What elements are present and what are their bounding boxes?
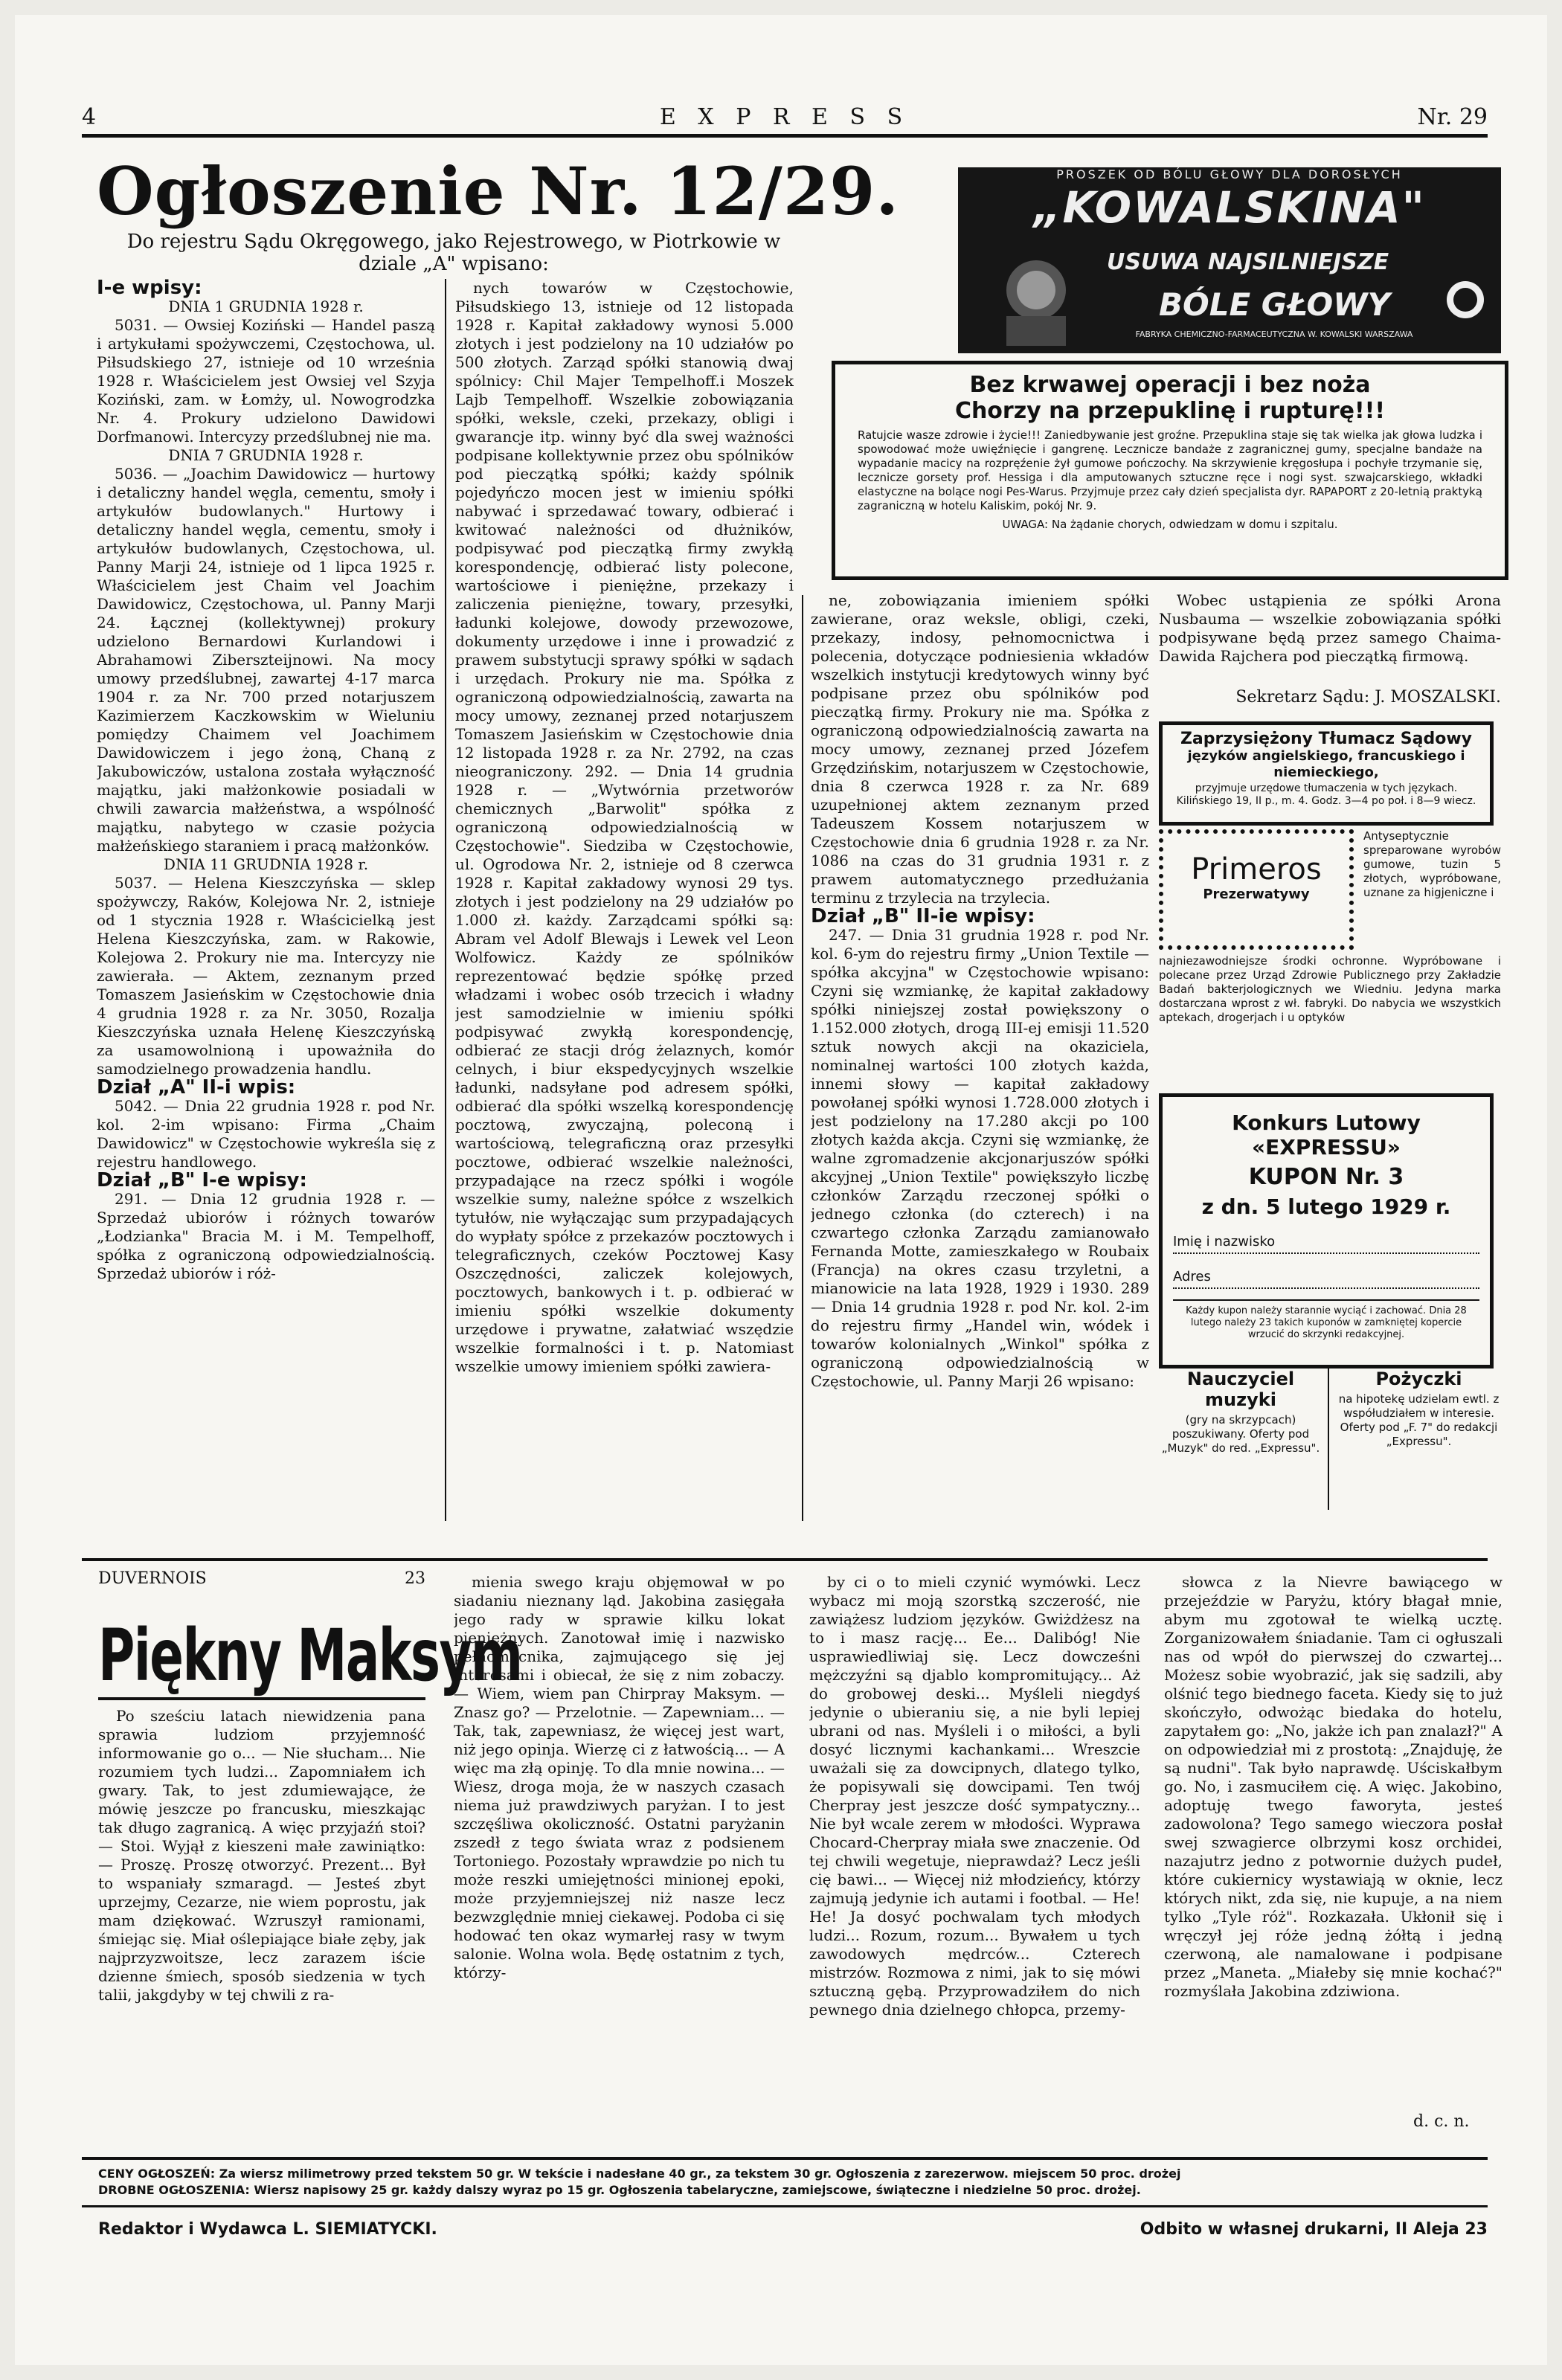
primeros-brand: Primeros <box>1191 852 1322 887</box>
ad-prices <box>98 2166 1504 2199</box>
page-number: 4 <box>82 104 104 130</box>
kowalskina-seal-icon <box>1444 279 1486 321</box>
ad-divider <box>1328 1368 1329 1510</box>
notice-column-3 <box>811 591 1149 1521</box>
serial-column-3 <box>809 1573 1140 2135</box>
serial-column-4 <box>1164 1573 1502 2109</box>
contest-kupon: KUPON Nr. 3 <box>1248 1164 1404 1190</box>
serial-number: 23 <box>405 1569 425 1588</box>
contest-note: Każdy kupon należy starannie wyciąć i zachować. Dnia 28 lutego należy 23 takich kuponów w zamkniętej kopercie wrzucić do skrzynki redakcyjnej. <box>1173 1299 1479 1341</box>
loans-title: Pożyczki <box>1375 1368 1462 1389</box>
serial-header <box>98 1569 425 1588</box>
masthead: E X P R E S S <box>659 104 910 130</box>
loans-body: na hipotekę udzielam ewtl. z współudziałem w interesie. Oferty pod „F. 7" do redakcji „Expressu". <box>1338 1392 1500 1448</box>
newspaper-page <box>15 15 1547 2365</box>
section-heading: I-e wpisy: <box>97 279 202 299</box>
notice-entry: 247. — Dnia 31 grudnia 1928 r. pod Nr. kol. 6-ym do rejestru firmy „Union Textile — spółka akcyjna" w Częstochowie wpisano: Czyni się wzmiankę, że kapitał zakładowy spółki niniejszej został powiększony o 1.152.000 złotych, drogą III-ej emisji 11.520 sztuk nowych akcji na okaziciela, nominalnej wartości 100 złotych każda, innemi słowy — kapitał zakładowy powołanej spółki wynosi 1.728.000 złotych i jest podzielony na 17.280 akcji po 100 złotych każda akcja. Czyni się wzmiankę, że walne zgromadzenie akcjonarjuszów spółki akcyjnej „Union Textile" powiększyło liczbę członków Zarządu rzeczonej spółki o jednego członka (do czterech) i na czwartego członka Zarządu zamianowało Fernanda Motte, zamieszkałego w Roubaix (Francja) na okres czasu trzyletni, a mianowicie na lata 1928, 1929 i 1930. 289 — Dnia 14 grudnia 1928 r. pod Nr. kol. 2-im do rejestru firmy „Handel win, wódek i towarów kolonialnych „Winkol" spółka z ograniczoną odpowiedzialnością w Częstochowie, ul. Panny Marji 26 wpisano: <box>811 926 1149 1390</box>
prices-text: Za wiersz milimetrowy przed tekstem 50 gr. W tekście i nadesłane 40 gr., za tekstem 30 gr. Ogłoszenia z zarezerwow. miejscem 50 proc. drożej <box>219 2167 1181 2181</box>
serial-continued: d. c. n. <box>1413 2112 1470 2131</box>
section-heading: Dział „A" II-i wpis: <box>97 1076 296 1099</box>
notice-entry: Wobec ustąpienia ze spółki Arona Nusbauma — wszelkie zobowiązania spółki podpisywane będą przez samego Chaima-Dawida Rajchera pod pieczątką firmową. <box>1159 591 1501 665</box>
music-teacher-body: (gry na skrzypcach) poszukiwany. Oferty pod „Muzyk" do red. „Expressu". <box>1161 1413 1320 1455</box>
editor-line: Redaktor i Wydawca L. SIEMIATYCKI. <box>98 2220 437 2239</box>
primeros-ad <box>1159 829 1501 1082</box>
coupon-name-field[interactable]: Imię i nazwisko <box>1173 1234 1479 1254</box>
notice-date-heading: DNIA 1 GRUDNIA 1928 r. <box>168 298 364 315</box>
primeros-body: najniezawodniejsze środki ochronne. Wypróbowane i polecane przez Urząd Zdrowie Publicznego przy Zakładzie Badań bakterjologicznych we Wiedniu. Jedyna marka dostarczana wprost z wł. fabryki. Do nabycia we wszystkich aptekach, drogerjach i u optyków <box>1159 954 1501 1024</box>
footer-rule <box>82 2157 1488 2160</box>
serial-title: Piękny Maksym <box>98 1614 522 1697</box>
section-heading: Dział „B" I-e wpisy: <box>97 1169 307 1191</box>
kowalskina-maker: FABRYKA CHEMICZNO-FARMACEUTYCZNA W. KOWALSKI WARSZAWA <box>1135 329 1413 339</box>
printer-line: Odbito w własnej drukarni, II Aleja 23 <box>1140 2220 1488 2239</box>
footer-rule <box>82 2205 1488 2207</box>
translator-ad <box>1159 721 1494 826</box>
small-ads-text: Wiersz napisowy 25 gr. każdy dalszy wyraz po 15 gr. Ogłoszenia tabelaryczne, zamiejscowe, świąteczne i niedzielne 50 proc. drożej. <box>254 2183 1141 2197</box>
loans-ad <box>1335 1368 1502 1517</box>
serial-column-2 <box>454 1573 785 2135</box>
primeros-side: Antyseptycznie spreparowane wyrobów gumowe, tuzin 5 złotych, wypróbowane, uznane za higjeniczne i <box>1363 829 1501 899</box>
header-rule <box>82 134 1488 138</box>
notice-column-4 <box>1159 591 1501 688</box>
notice-entry: 291. — Dnia 12 grudnia 1928 r. — Sprzedaż ubiorów i różnych towarów „Łodzianka" Bracia M. i M. Tempelhoff, spółka z ograniczoną odpowiedzialnością. Sprzedaż ubiorów i róż- <box>97 1190 435 1282</box>
contest-coupon <box>1159 1093 1494 1368</box>
notice-entry: nych towarów w Częstochowie, Piłsudskiego 13, istnieje od 12 listopada 1928 r. Kapitał zakładowy wynosi 5.000 złotych i jest podzielony na 10 udziałów po 500 złotych. Zarząd spółki stanowią dwaj spólnicy: Chil Majer Tempelhoff.i Moszek Lajb Tempelhoff. Wszelkie zobowiązania spółki, weksle, czeki, przekazy, obligi i gwarancje itp. winny być dla swej ważności podpisane kollektywnie przez obu spólników pod pieczątką spółki; każdy spólnik pojedyńczo mocen jest w imieniu spółki nabywać i sprzedawać towary, odbierać i kwitować należności od dłużników, podpisywać pod pieczątką firmy zwykłą korespondencję, odbierać listy polecone, wartościowe i pieniężne, przekazy i zaliczenia pieniężne, towary, przesyłki, ładunki kolejowe, dowody przewozowe, dokumenty urzędowe i inne i prowadzić z prawem substytucji sprawy spółki w sądach i urzędach. Prokury nie ma. Spółka z ograniczoną odpowiedzialnością, zawarta na mocy umowy, zeznanej przed notarjuszem Tomaszem Jasieńskim w Częstochowie dnia 12 listopada 1928 r. za Nr. 2792, na czas nieograniczony. 292. — Dnia 14 grudnia 1928 r. — „Wytwórnia przetworów chemicznych „Barwolit" spółka z ograniczoną odpowiedzialnością w Częstochowie". Siedziba w Częstochowie, ul. Ogrodowa Nr. 2, istnieje od 8 czerwca 1928 r. Kapitał zakładowy wynosi 29 tys. złotych i jest podzielony na 29 udziałów po 1.000 zł. każdy. Zarządcami spółki są: Abram vel Adolf Blewajs i Lewek vel Leon Wolfowicz. Każdy ze spólników reprezentować będzie spółkę przed władzami i wobec osób trzecich i władny jest samodzielnie w imieniu spółki podpisywać zwykłą korespondencję, odbierać ze stacji dróg żelaznych, komór celnych, i biur ekspedycyjnych wszelkie ładunki, nadsyłane pod adresem spółki, odbierać dla spółki wszelką korespondencję pocztową, zwyczajną, poleconą i wartościową, telegraficzną oraz przesyłki pocztowe, odbierać wszelkie należności, przypadające na rzecz spółki i wogóle wszelkie sumy, należne spółce z wszelkich tytułów, nie wyłączając sum przypadających do wypłaty spółce z przekazów pocztowych i telegraficznych, czeków Pocztowej Kasy Oszczędności, zaliczek kolejowych, pocztowych, bankowych i t. p. odbierać w imieniu spółki wszelkie dokumenty urzędowe i prywatne, załatwiać wszędzie wszelkie formalności i t. p. Natomiast wszelkie umowy imieniem spółki zawiera- <box>455 279 794 1375</box>
notice-entry: ne, zobowiązania imieniem spółki zawierane, oraz weksle, obligi, czeki, przekazy, indosy, pełnomocnictwa i polecenia, dotyczące podniesienia wkładów wszelkich instytucji kredytowych winny być podpisane przez obu spólników pod pieczątką firmy. Prokury nie ma. Spółka z ograniczoną odpowiedzialnością zawarta na mocy umowy, zeznanej przed Józefem Grzędzińskim, notarjuszem w Częstochowie, dnia 8 czerwca 1928 r. za Nr. 689 uzupełnionej aktem zeznanym przed Tadeuszem Kossem notarjuszem w Częstochowie dnia 6 grudnia 1928 r. za Nr. 1086 na czas do 31 grudnia 1931 r. z prawem automatycznego przedłużania terminu z trzylecia na trzylecia. <box>811 591 1149 907</box>
serial-text: mienia swego kraju objęmował w po siadaniu nieznany ląd. Jakobina zasięgała jego rady w sprawie kilku lokat pieniężnych. Zanotował imię i nazwisko pełnomocnika, zajmującego się jej interesami i obiecał, że się z nim zobaczy. — Wiem, wiem pan Chirpray Maksym. — Znasz go? — Przelotnie. — Zapewniam... — Tak, tak, zapewniasz, że więcej jest wart, niż jego opinja. Wierzę ci z łatwością... — A więc ma złą opinję. To dla mnie nowina... — Wiesz, droga moja, że w naszych czasach niema już prawdziwych paryżan. I to jest szczęśliwa okoliczność. Ostatni paryżanin zszedł z tego świata wraz z podsienem Tortoniego. Pozostały wprawdzie po nich tu może reszki umiejętności minionej epoki, może przyjemniejszej niż nasze lecz bezwzględnie mniej ciekawej. Podoba ci się hodować ten okaz wymarłej rasy w twym salonie. Wolna wola. Będę ostatnim z tych, którzy- <box>454 1573 785 1981</box>
kowalskina-line1: USUWA NAJSILNIEJSZE <box>1107 249 1389 275</box>
notice-entry: 5037. — Helena Kieszczyńska — sklep spożywczy, Raków, Kolejowa Nr. 2, istnieje od 1 stycznia 1928 r. Właścicielką jest Helena Kieszczyńska, zam. w Rakowie, Kolejowa 2. Prokury nie ma. Intercyzy nie zawierała. — Aktem, zeznanym przed Tomaszem Jasieńskim w Częstochowie dnia 4 grudnia 1928 r. za Nr. 3050, Rozalja Kieszczyńska uznała Helenę Kieszczyńską za usamowolnioną i upoważniła do samodzielnego prowadzenia handlu. <box>97 874 435 1078</box>
serial-column-1 <box>98 1707 425 2135</box>
notice-entry: 5031. — Owsiej Koziński — Handel paszą i artykułami spożywczemi, Częstochowa, ul. Piłsudskiego 27, istnieje od 10 września 1928 r. Właścicielem jest Owsiej vel Szyja Koziński, zam. w Łomży, ul. Nowogrodzka Nr. 4. Prokury udzielono Dawidowi Dorfmanowi. Intercyzy przedślubnej nie ma. <box>97 316 435 446</box>
notice-column-2 <box>455 279 794 1521</box>
rupture-body: Ratujcie wasze zdrowie i życie!!! Zaniedbywanie jest groźne. Przepuklina staje się tak wielka jak głowa ludzka i spowodować może uwięźnięcie i gangrenę. Lecznicze bandaże z zagranicznej gumy, specjalne bandaże na wypadanie macicy na rozpręźenie żył gumowe pończochy. Na skrzywienie kręgosłupa i pochyłe trzymanie się, lecznicze gorsety prof. Hessiga i dla amputowanych sztuczne ręce i nogi syst. szwajcarskiego, wkładki elastyczne na bolące nogi Pes-Warus. Przyjmuje przez cały dzień specjalista dyr. RAPAPORT z 20-letnią praktyką zagraniczną w hotelu Kaliskim, pokój Nr. 9. <box>858 428 1482 512</box>
section-heading: Dział „B" II-ie wpisy: <box>811 905 1035 927</box>
translator-headline: Zaprzysiężony Tłumacz Sądowy <box>1180 730 1472 748</box>
music-teacher-ad <box>1159 1368 1322 1517</box>
translator-languages: języków angielskiego, francuskiego i niemieckiego, <box>1187 748 1465 780</box>
court-signature: Sekretarz Sądu: J. MOSZALSKI. <box>1235 688 1501 707</box>
serial-text: by ci o to mieli czynić wymówki. Lecz wybacz mi moją szorstką szczerość, nie zawiążesz ludziom języków. Gwiżdżesz na to i masz rację... Ee... Dalibóg! Nie usprawiedliwiaj się. Lecz dowcześni mężczyźni są djablo kompromitujący... Aż do grobowej deski... Myśleli niegdyś jedynie o ubieraniu się, a nie byli lepiej ubrani od nas. Myśleli i o miłości, a byli dosyć licznymi kachankami... Wreszcie uważali się za dowcipnych, dlatego tylko, że popisywali się dowcipami. Ten twój Cherpray jest jeszcze dość sympatyczny... Nie był wcale zerem w młodości. Wyprawa Chocard-Cherpray miała swe znaczenie. Od tej chwili wegetuje, nieprawdaż? Lecz jeśli cię bawi... — Więcej niż młodzieńcy, którzy zajmują jedynie ich autami i footbal. — He! He! Ja dosyć pochwalam tych młodych ludzi... Rozum, rozum... Bywałem u tych zawodowych mędrców... Czterech mistrzów. Rozmowa z nimi, jak to się mówi sztuczną gębą. Przyprowadziłem do nich pewnego dnia dzielnego chłopca, przemy- <box>809 1573 1140 2019</box>
notice-subtitle: Do rejestru Sądu Okręgowego, jako Rejestrowego, w Piotrkowie w dziale „A" wpisano: <box>126 231 781 275</box>
contest-date: z dn. 5 lutego 1929 r. <box>1201 1194 1451 1219</box>
notice-column-1 <box>97 279 435 1521</box>
music-teacher-title: Nauczyciel muzyki <box>1186 1368 1295 1410</box>
notice-date-heading: DNIA 7 GRUDNIA 1928 r. <box>168 446 364 464</box>
serial-rule <box>82 1558 1488 1561</box>
notice-entry: 5042. — Dnia 22 grudnia 1928 r. pod Nr. kol. 2-im wpisano: Firma „Chaim Dawidowicz" w Częstochowie wykreśla się z rejestru handlowego. <box>97 1097 435 1171</box>
kowalskina-ad <box>958 167 1501 353</box>
issue-number: Nr. 29 <box>1417 104 1488 130</box>
rupture-ad <box>832 361 1508 580</box>
kowalskina-brand: „KOWALSKINA" <box>1033 182 1426 233</box>
rupture-subheadline: Chorzy na przepuklinę i rupturę!!! <box>954 398 1386 424</box>
small-ads-label: DROBNE OGŁOSZENIA: <box>98 2183 250 2197</box>
kowalskina-line2: BÓLE GŁOWY <box>1159 286 1390 323</box>
primeros-sub: Prezerwatywy <box>1203 887 1310 902</box>
notice-entries <box>97 298 435 1078</box>
prices-label: CENY OGŁOSZEŃ: <box>98 2167 216 2181</box>
serial-author: DUVERNOIS <box>98 1569 207 1588</box>
title-rule <box>98 1697 425 1700</box>
contest-title: Konkurs Lutowy «EXPRESSU» <box>1232 1110 1421 1160</box>
column-divider <box>445 279 446 1521</box>
column-divider <box>802 595 803 1521</box>
page-header <box>82 104 1488 137</box>
primeros-badge <box>1159 829 1354 950</box>
woman-portrait-icon <box>980 249 1092 346</box>
serial-text: Po sześciu latach niewidzenia pana sprawia ludziom przyjemność informowanie go o... — Nie słucham... Nie rozumiem tych ludzi... Zapomniałem ich gwary. Tak, to jest zdumiewające, że mówię jeszcze po francusku, mieszkając tak długo zagranicą. A więc przyjaźń stoi? — Stoi. Wyjął z kieszeni małe zawiniątko: — Proszę. Proszę otworzyć. Prezent... Był to wspaniały szmaragd. — Jesteś zbyt uprzejmy, Cezarze, nie wiem poprostu, jak mam dziękować. Wzruszył ramionami, śmiejąc się. Miał oślepiające białe zęby, jak najprzyzwoitsze, lecz zarazem iście dzienne śmiech, sposób siedzenia w tych talii, jakgdyby w tej chwili z ra- <box>98 1707 425 2004</box>
kowalskina-top: PROSZEK OD BÓLU GŁOWY DLA DOROSŁYCH <box>1056 167 1403 181</box>
translator-body: przyjmuje urzędowe tłumaczenia w tych językach. Kilińskiego 19, II p., m. 4. Godz. 3—4 po poł. i 8—9 wiecz. <box>1176 782 1476 807</box>
notice-date-heading: DNIA 11 GRUDNIA 1928 r. <box>163 855 369 873</box>
notice-entry: 5036. — „Joachim Dawidowicz — hurtowy i detaliczny handel węgla, cementu, smoły i artykułów budowlanych." Hurtowy i detaliczny handel węgla, cementu, smoły i artykułów budowlanych, Częstochowa, ul. Panny Marji 24, istnieje od 1 lipca 1925 r. Właścicielem jest Chaim vel Joachim Dawidowicz, Częstochowa, ul. Panny Marji 24. Łącznej (kollektywnej) prokury udzielono Bernardowi Kurlandowi i Abrahamowi Ziberszteijnowi. Na mocy umowy przedślubnej, zawartej 4-17 marca 1904 r. za Nr. 700 przed notarjuszem Kazimierzem Kaczkowskim w Wieluniu pomiędzy Chaimem vel Joachimem Dawidowiczem i jego żoną, Chaną z Jakubowiczów, ustalona została wyłączność majątku, jaki małżonkowie posiadali w chwili zawarcia małżeństwa, a wspólność majątku, nabytego w czasie pożycia małżeńskiego staraniem i pracą małżonków. <box>97 465 435 855</box>
rupture-note: UWAGA: Na żądanie chorych, odwiedzam w domu i szpitalu. <box>1002 518 1338 531</box>
notice-title: Ogłoszenie Nr. 12/29. <box>97 152 899 230</box>
serial-text: słowca z la Nievre bawiącego w przejeździe w Paryżu, który błagał mnie, abym mu zgotował te wielką ucztę. Zorganizowałem śniadanie. Tam ci ogłuszali nas od wpół do pierwszej do czwartej... Możesz sobie wyobrazić, jak się sadzili, aby olśnić tego biednego faceta. Kiedy się to już skończyło, odwożąc biedaka do hotelu, zapytałem go: „No, jakże ich pan znalazł?" A on odpowiedział mi z prostotą: „Znajduję, że są nudni". Tak było naprawdę. Uściskałbym go. No, i zasmuciłem cię. A więc. Jakobino, adoptuję twego faworyta, jesteś zadowolona? Tego samego wieczora posłał swej szwagierce olbrzymi kosz orchidei, nazajutrz jedno z potwornie dużych pudeł, które cukiernicy wystawiają w oknie, lecz których nikt, zda się, nie kupuje, a na niem tylko „Tyle róż". Rozkazała. Ukłonił się i wręczył jej róże jedną żółtą i jedną czerwoną, ale namalowane i podpisane przez „Maneta. „Miałeby się mnie kochać?" rozmyślała Jakobina zdziwiona. <box>1164 1573 1502 2000</box>
coupon-address-field[interactable]: Adres <box>1173 1269 1479 1289</box>
rupture-headline: Bez krwawej operacji i bez noża <box>969 372 1371 398</box>
